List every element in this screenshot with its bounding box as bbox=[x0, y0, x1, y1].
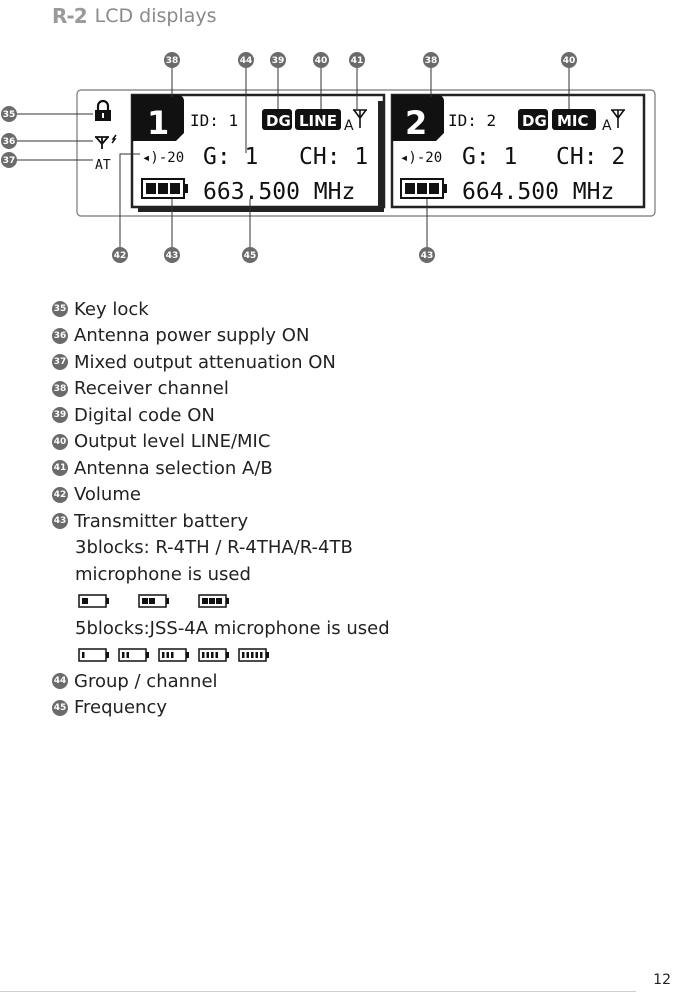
output-level-badge: LINE bbox=[299, 112, 337, 130]
callout-42: 42 bbox=[113, 251, 127, 261]
callout-37: 37 bbox=[2, 156, 16, 166]
attenuation-label: AT bbox=[95, 158, 111, 173]
footer-divider bbox=[0, 991, 636, 992]
battery-level-2-of-3-icon bbox=[138, 593, 170, 609]
legend-item bbox=[52, 296, 390, 323]
callout-44: 44 bbox=[239, 56, 253, 66]
legend-number: 43 bbox=[52, 513, 68, 529]
callout-35: 35 bbox=[2, 110, 16, 120]
legend-item bbox=[52, 349, 390, 376]
battery-level-5-of-5-icon bbox=[238, 647, 270, 663]
legend-text: Transmitter battery bbox=[74, 510, 249, 532]
group-value: G: 1 bbox=[462, 144, 518, 170]
legend-number: 40 bbox=[52, 434, 68, 450]
legend-text: Antenna power supply ON bbox=[74, 325, 310, 347]
legend-text: Output level LINE/MIC bbox=[74, 431, 271, 453]
battery-level-3-of-3-icon bbox=[198, 593, 230, 609]
battery-note: 5blocks:JSS-4A microphone is used bbox=[75, 618, 390, 640]
receiver-id: ID: 1 bbox=[190, 111, 239, 130]
digital-code-badge: DG bbox=[522, 112, 547, 130]
legend-text: Frequency bbox=[74, 697, 167, 719]
callout-38: 38 bbox=[424, 56, 438, 66]
callout-40: 40 bbox=[314, 56, 328, 66]
antenna-selection-label: A bbox=[602, 118, 612, 134]
legend-number: 42 bbox=[52, 487, 68, 503]
legend-number: 36 bbox=[52, 328, 68, 344]
legend-text: Volume bbox=[74, 484, 141, 506]
group-value: G: 1 bbox=[203, 144, 259, 170]
callout-43: 43 bbox=[165, 251, 179, 261]
callout-40: 40 bbox=[562, 56, 576, 66]
legend-item bbox=[52, 695, 390, 722]
antenna-selection-label: A bbox=[344, 118, 354, 134]
battery-level-1-of-5-icon bbox=[78, 647, 110, 663]
output-level-badge: MIC bbox=[557, 112, 589, 130]
callout-41: 41 bbox=[350, 56, 364, 66]
antenna-icon bbox=[611, 110, 625, 128]
legend-item bbox=[52, 323, 390, 350]
legend-number: 44 bbox=[52, 673, 68, 689]
legend-text: Mixed output attenuation ON bbox=[74, 351, 336, 373]
battery-level-3-of-5-icon bbox=[158, 647, 190, 663]
callout-43: 43 bbox=[420, 251, 434, 261]
frequency-value: 664.500 MHz bbox=[462, 179, 615, 205]
callout-38: 38 bbox=[165, 56, 179, 66]
legend-list bbox=[52, 296, 390, 721]
legend-text: Digital code ON bbox=[74, 404, 215, 426]
legend-item bbox=[52, 668, 390, 695]
legend-number: 35 bbox=[52, 301, 68, 317]
legend-item bbox=[52, 429, 390, 456]
legend-number: 39 bbox=[52, 407, 68, 423]
digital-code-badge: DG bbox=[266, 112, 291, 130]
antenna-power-icon bbox=[95, 135, 116, 149]
battery-icon bbox=[142, 179, 188, 198]
legend-number: 45 bbox=[52, 700, 68, 716]
battery-level-1-of-3-icon bbox=[78, 593, 110, 609]
volume-level: ◂)-20 bbox=[400, 150, 443, 166]
legend-text: Key lock bbox=[74, 298, 149, 320]
product-logo: R-2 bbox=[52, 4, 87, 28]
lcd-diagram bbox=[0, 40, 683, 275]
battery-level-4-of-5-icon bbox=[198, 647, 230, 663]
legend-item bbox=[52, 376, 390, 403]
legend-text: Antenna selection A/B bbox=[74, 457, 273, 479]
legend-number: 37 bbox=[52, 354, 68, 370]
battery-level-2-of-5-icon bbox=[118, 647, 150, 663]
page-number: 12 bbox=[653, 972, 671, 988]
lcd-panel-left bbox=[132, 95, 384, 212]
legend-item bbox=[52, 482, 390, 509]
battery-note: microphone is used bbox=[75, 563, 251, 585]
lcd-panel-right bbox=[392, 95, 644, 207]
receiver-id: ID: 2 bbox=[448, 111, 497, 130]
legend-number: 38 bbox=[52, 381, 68, 397]
channel-value: CH: 1 bbox=[299, 144, 369, 170]
legend-text: Receiver channel bbox=[74, 378, 229, 400]
volume-level: ◂)-20 bbox=[142, 150, 185, 166]
legend-text: Group / channel bbox=[74, 670, 218, 692]
page-header bbox=[52, 3, 217, 29]
legend-number: 41 bbox=[52, 460, 68, 476]
legend-item bbox=[52, 402, 390, 429]
battery-note: 3blocks: R-4TH / R-4THA/R-4TB bbox=[75, 537, 353, 559]
battery-icon bbox=[401, 179, 447, 198]
antenna-icon bbox=[353, 110, 367, 128]
callout-39: 39 bbox=[271, 56, 285, 66]
channel-value: CH: 2 bbox=[556, 144, 626, 170]
key-lock-icon bbox=[95, 101, 111, 121]
channel-number: 2 bbox=[405, 104, 428, 142]
frequency-value: 663.500 MHz bbox=[203, 179, 356, 205]
callout-36: 36 bbox=[2, 137, 16, 147]
legend-item bbox=[52, 455, 390, 482]
battery-5block-examples bbox=[52, 642, 390, 668]
callout-45: 45 bbox=[243, 251, 257, 261]
battery-3block-examples bbox=[52, 588, 390, 614]
page-title: LCD displays bbox=[94, 5, 217, 27]
channel-number: 1 bbox=[147, 104, 170, 142]
legend-item bbox=[52, 508, 390, 535]
